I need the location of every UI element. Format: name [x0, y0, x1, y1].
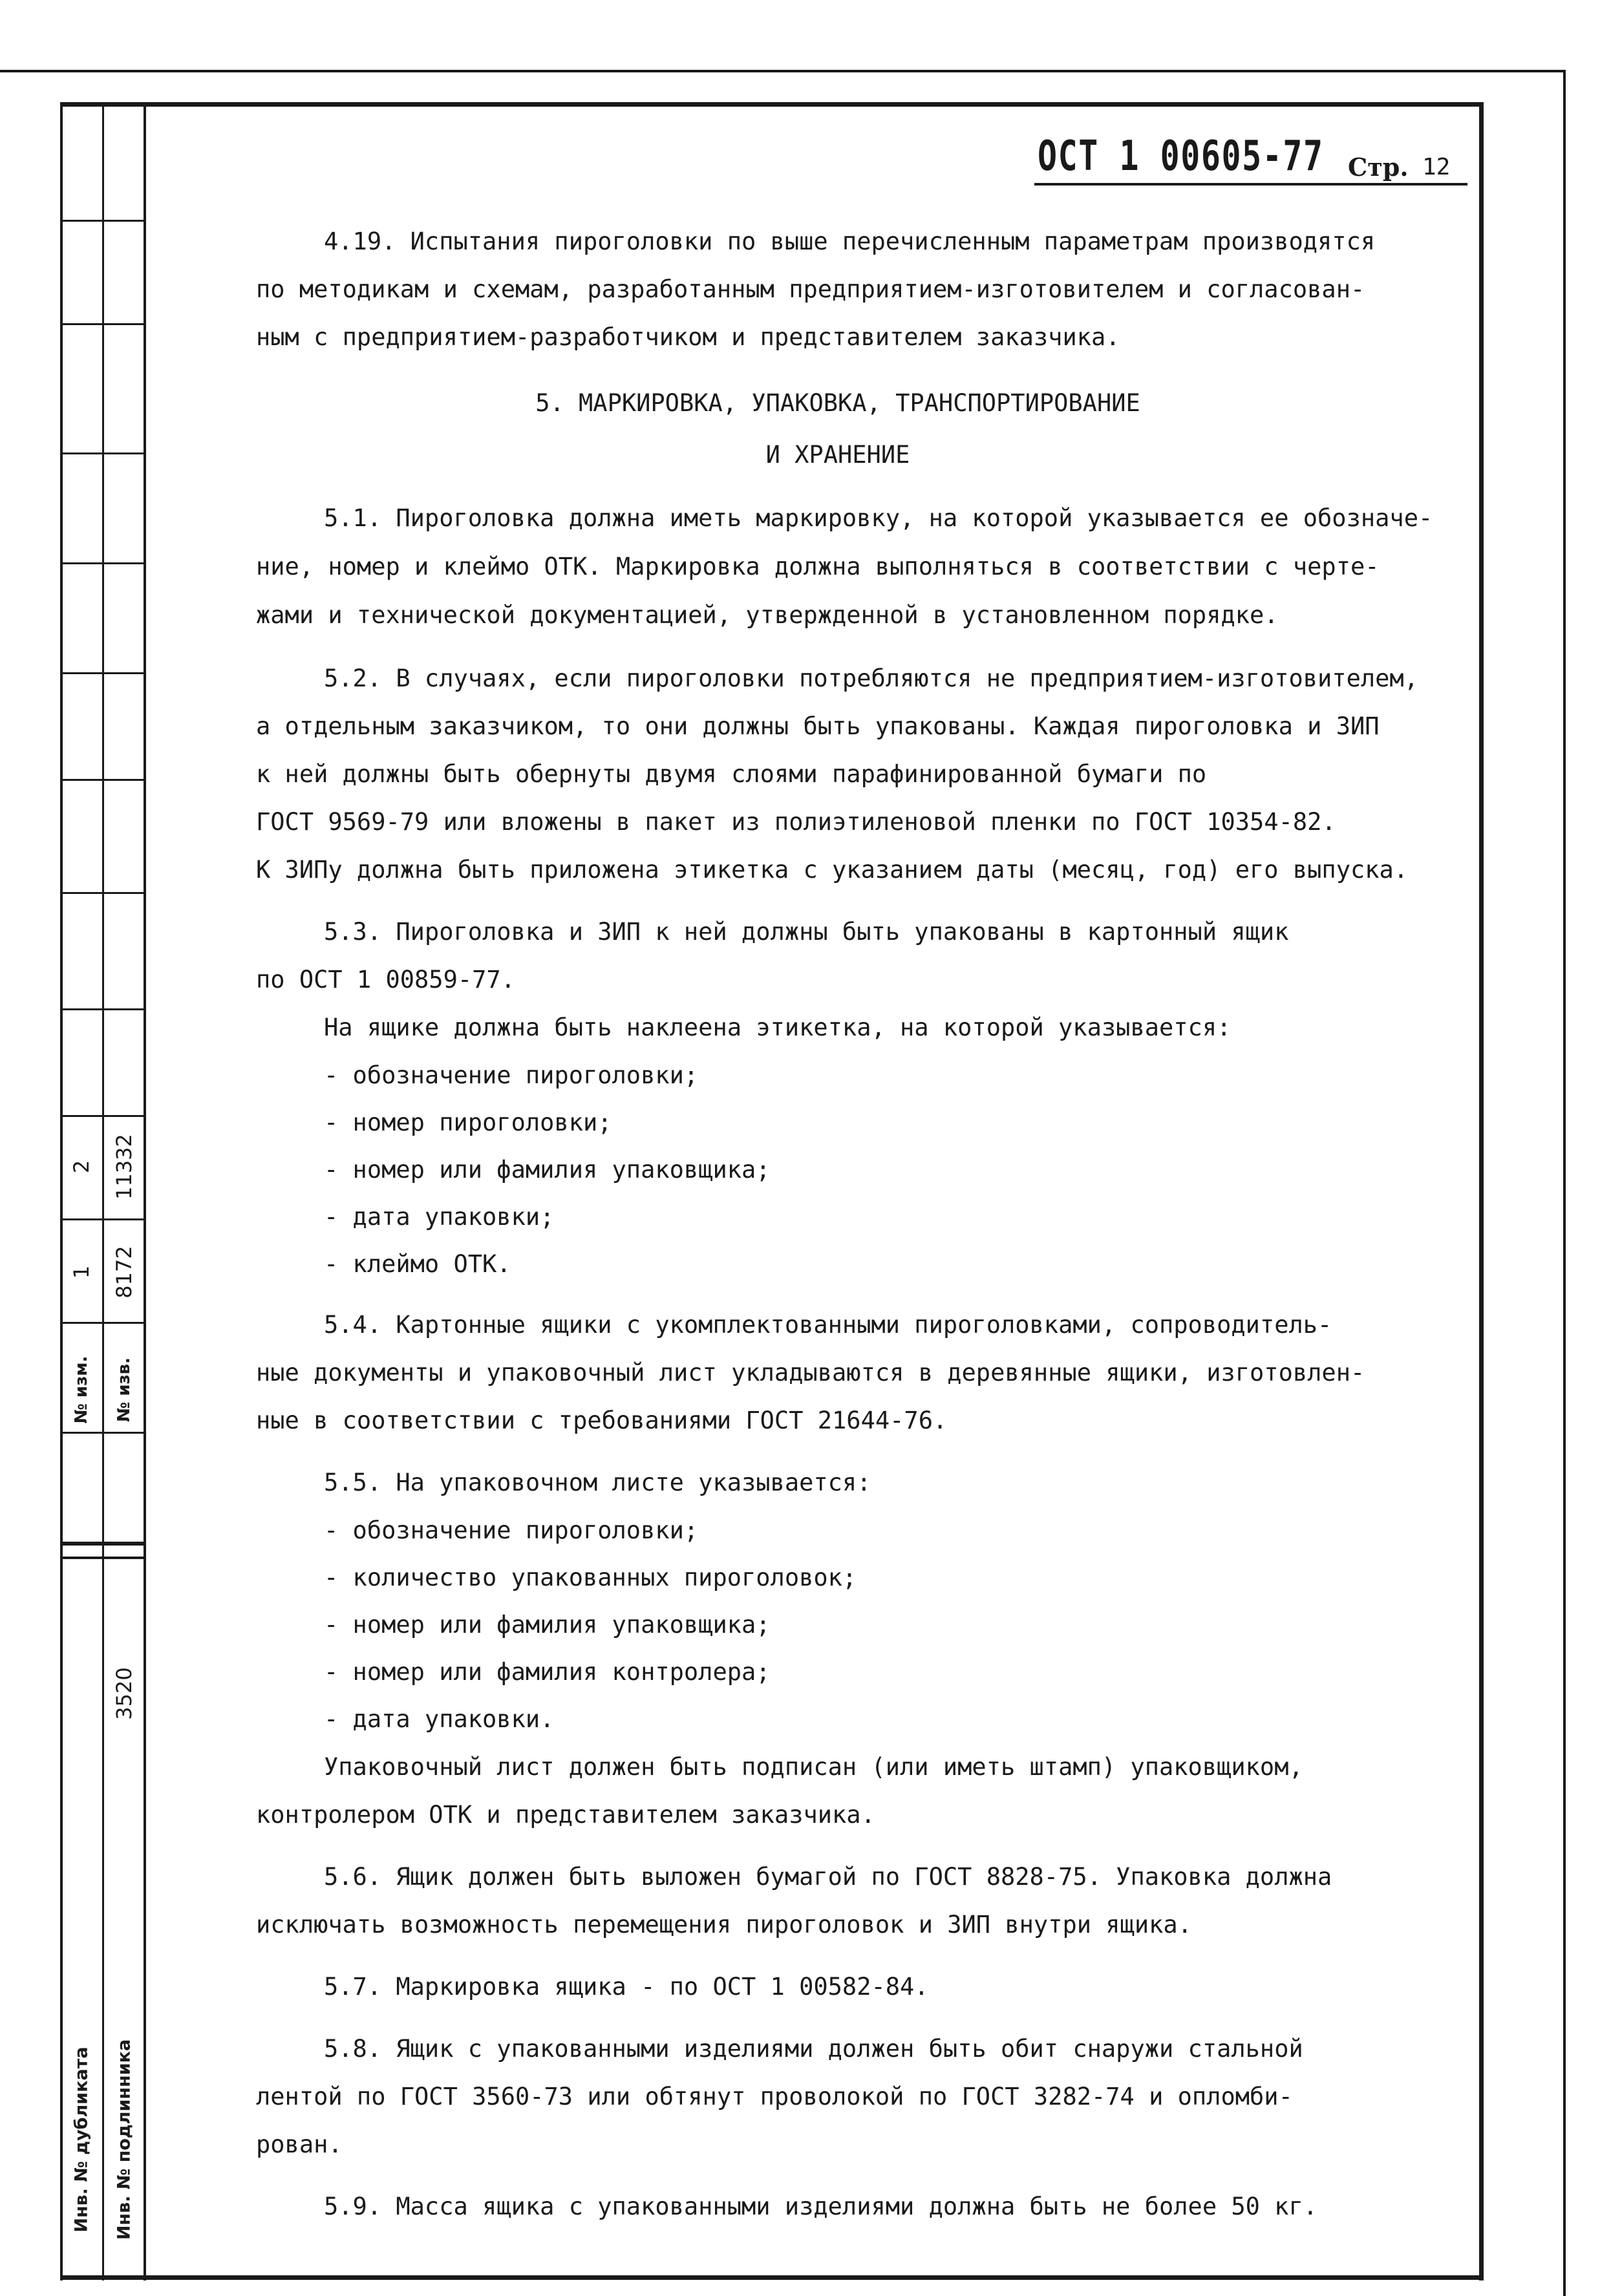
izv-value-2: 11332 — [112, 1134, 136, 1200]
list-item: - обозначение пироголовки; — [324, 1061, 699, 1089]
margin-hline-thick — [60, 1557, 145, 1559]
izm-label: № изм. — [72, 1355, 91, 1424]
list-item: - клеймо ОТК. — [324, 1250, 511, 1278]
p5-2-line: а отдельным заказчиком, то они должны быть упакованы. Каждая пироголовка и ЗИП — [256, 712, 1380, 740]
p5-4-line: 5.4. Картонные ящики с укомплектованными пироголовками, сопроводитель- — [324, 1311, 1332, 1339]
izm-value-2: 2 — [69, 1160, 94, 1174]
p5-8-line: рован. — [256, 2131, 343, 2158]
list-item: - дата упаковки. — [324, 1705, 555, 1733]
margin-hline — [60, 779, 145, 781]
p5-5-label: 5.5. На упаковочном листе указывается: — [324, 1469, 871, 1496]
p5-7-line: 5.7. Маркировка ящика - по ОСТ 1 00582-84. — [324, 1973, 929, 2001]
izm-value-1: 1 — [69, 1265, 94, 1279]
header-underline — [1034, 183, 1467, 186]
margin-col-line-2 — [144, 102, 146, 2280]
margin-hline-thick — [60, 1542, 145, 1546]
frame-left — [60, 102, 63, 2280]
list-item: - обозначение пироголовки; — [324, 1516, 699, 1544]
inv-podl-label: Инв. № подлинника — [114, 2039, 134, 2240]
p4-19-line: 4.19. Испытания пироголовки по выше перечисленным параметрам производятся — [324, 228, 1376, 255]
p5-2-line: к ней должны быть обернуты двумя слоями парафинированной бумаги по — [256, 760, 1207, 788]
p5-6-line: исключать возможность перемещения пироголовок и ЗИП внутри ящика. — [256, 1911, 1192, 1939]
p5-2-line: 5.2. В случаях, если пироголовки потребляются не предприятием-изготовителем, — [324, 664, 1418, 692]
list-item: - номер или фамилия контролера; — [324, 1658, 771, 1686]
margin-col-line-1 — [102, 102, 104, 2280]
list-item: - номер или фамилия упаковщика; — [324, 1156, 771, 1184]
p5-4-line: ные документы и упаковочный лист укладываются в деревянные ящики, изготовлен- — [256, 1359, 1365, 1387]
list-item: - дата упаковки; — [324, 1203, 555, 1231]
inv-podl-value: 3520 — [112, 1667, 136, 1720]
margin-hline — [60, 1322, 145, 1324]
margin-hline — [60, 1218, 145, 1220]
page-number: 12 — [1422, 154, 1451, 180]
p5-1-line: жами и технической документацией, утвержденной в установленном порядке. — [256, 601, 1279, 629]
margin-hline — [60, 892, 145, 894]
p4-19-line: по методикам и схемам, разработанным предприятием-изготовителем и согласован- — [256, 275, 1365, 303]
p5-1-line: ние, номер и клеймо ОТК. Маркировка должна выполняться в соответствии с черте- — [256, 553, 1380, 580]
p4-19-line: ным с предприятием-разработчиком и представителем заказчика. — [256, 323, 1120, 351]
p5-8-line: лентой по ГОСТ 3560-73 или обтянут проволокой по ГОСТ 3282-74 и опломби- — [256, 2083, 1293, 2110]
frame-bottom — [60, 2275, 1484, 2280]
p5-3-line: 5.3. Пироголовка и ЗИП к ней должны быть упакованы в картонный ящик — [324, 918, 1289, 946]
list-item: - количество упакованных пироголовок; — [324, 1564, 857, 1591]
margin-hline — [60, 323, 145, 325]
right-edge-line — [1563, 70, 1566, 2296]
list-item: - номер или фамилия упаковщика; — [324, 1611, 771, 1639]
p5-8-line: 5.8. Ящик с упакованными изделиями должен быть обит снаружи стальной — [324, 2035, 1303, 2063]
p5-5-sign-line: контролером ОТК и представителем заказчика. — [256, 1801, 875, 1829]
doc-number: ОСТ 1 00605-77 — [1038, 133, 1324, 180]
section-title: И ХРАНЕНИЕ — [765, 441, 910, 469]
margin-hline — [60, 562, 145, 564]
margin-hline — [60, 1432, 145, 1434]
margin-hline — [60, 1008, 145, 1010]
p5-4-line: ные в соответствии с требованиями ГОСТ 21644-76. — [256, 1407, 948, 1434]
p5-3-line: по ОСТ 1 00859-77. — [256, 966, 515, 994]
inv-dubl-label: Инв. № дубликата — [71, 2046, 92, 2233]
p5-6-line: 5.6. Ящик должен быть выложен бумагой по ГОСТ 8828-75. Упаковка должна — [324, 1863, 1332, 1891]
p5-9-line: 5.9. Масса ящика с упакованными изделиями должна быть не более 50 кг. — [324, 2193, 1318, 2220]
p5-5-sign-line: Упаковочный лист должен быть подписан (или иметь штамп) упаковщиком, — [324, 1753, 1303, 1781]
list-item: - номер пироголовки; — [324, 1109, 612, 1136]
top-edge-line — [0, 70, 1564, 72]
margin-hline — [60, 452, 145, 454]
margin-hline — [60, 672, 145, 674]
margin-hline — [60, 1115, 145, 1117]
frame-right — [1479, 102, 1484, 2280]
section-title: 5. МАРКИРОВКА, УПАКОВКА, ТРАНСПОРТИРОВАНИЕ — [535, 389, 1140, 417]
margin-hline — [60, 220, 145, 222]
p5-3-label: На ящике должна быть наклеена этикетка, на которой указывается: — [324, 1014, 1232, 1041]
p5-1-line: 5.1. Пироголовка должна иметь маркировку, на которой указывается ее обозначе- — [324, 504, 1433, 532]
p5-2-line: ГОСТ 9569-79 или вложены в пакет из полиэтиленовой пленки по ГОСТ 10354-82. — [256, 808, 1336, 836]
p5-2-line: К ЗИПу должна быть приложена этикетка с указанием даты (месяц, год) его выпуска. — [256, 856, 1409, 884]
izv-label: № изв. — [114, 1357, 134, 1422]
frame-top — [60, 102, 1482, 107]
page-label: Стр. — [1348, 153, 1409, 182]
izv-value-1: 8172 — [112, 1246, 136, 1299]
